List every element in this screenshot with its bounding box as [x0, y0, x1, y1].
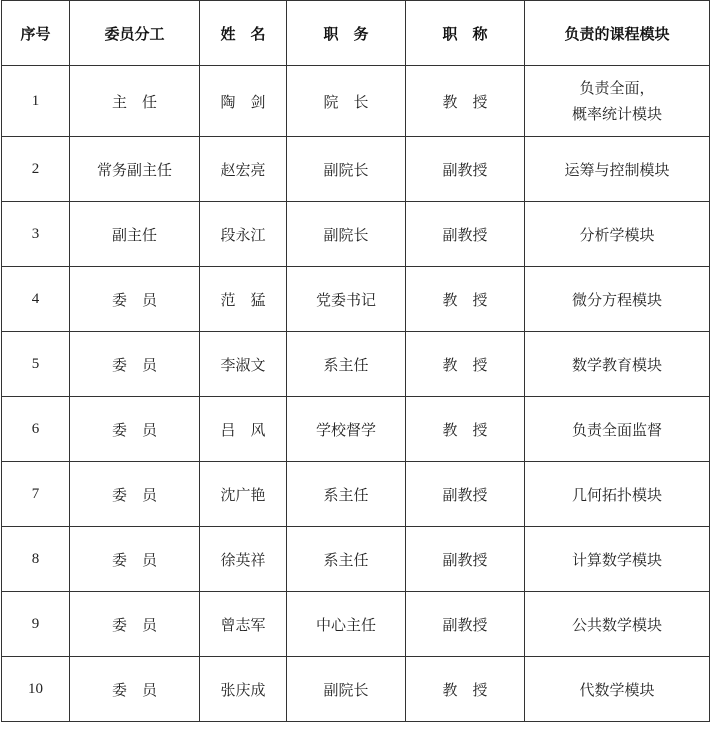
committee-table	[1, 0, 710, 722]
table-row	[2, 657, 710, 722]
table-row	[2, 202, 710, 267]
cell-module	[525, 66, 710, 137]
cell-title: 副教授	[406, 137, 525, 202]
cell-name: 张庆成	[200, 657, 287, 722]
cell-name: 沈广艳	[200, 462, 287, 527]
cell-role: 委 员	[70, 332, 200, 397]
cell-title: 副教授	[406, 462, 525, 527]
table-row	[2, 592, 710, 657]
cell-module: 运筹与控制模块	[525, 137, 710, 202]
cell-position: 党委书记	[287, 267, 406, 332]
cell-module: 微分方程模块	[525, 267, 710, 332]
cell-name: 曾志军	[200, 592, 287, 657]
cell-number: 2	[2, 137, 70, 202]
cell-title: 副教授	[406, 527, 525, 592]
table-row	[2, 66, 710, 137]
header-title: 职 称	[406, 1, 525, 66]
cell-name: 吕 风	[200, 397, 287, 462]
cell-module: 几何拓扑模块	[525, 462, 710, 527]
cell-module: 数学教育模块	[525, 332, 710, 397]
header-name: 姓 名	[200, 1, 287, 66]
cell-role: 委 员	[70, 657, 200, 722]
cell-module: 计算数学模块	[525, 527, 710, 592]
cell-module: 代数学模块	[525, 657, 710, 722]
cell-position: 系主任	[287, 527, 406, 592]
cell-title: 教 授	[406, 332, 525, 397]
cell-title: 副教授	[406, 592, 525, 657]
cell-position: 学校督学	[287, 397, 406, 462]
cell-number: 5	[2, 332, 70, 397]
cell-name: 徐英祥	[200, 527, 287, 592]
cell-role: 委 员	[70, 267, 200, 332]
cell-number: 10	[2, 657, 70, 722]
cell-title: 教 授	[406, 657, 525, 722]
cell-name: 李淑文	[200, 332, 287, 397]
cell-name: 陶 剑	[200, 66, 287, 137]
header-module: 负责的课程模块	[525, 1, 710, 66]
cell-title: 教 授	[406, 66, 525, 137]
table-row	[2, 332, 710, 397]
cell-number: 1	[2, 66, 70, 137]
cell-number: 4	[2, 267, 70, 332]
cell-name: 段永江	[200, 202, 287, 267]
cell-role: 委 员	[70, 527, 200, 592]
cell-role: 委 员	[70, 592, 200, 657]
cell-number: 9	[2, 592, 70, 657]
table-row	[2, 137, 710, 202]
cell-position: 副院长	[287, 202, 406, 267]
cell-title: 副教授	[406, 202, 525, 267]
cell-position: 系主任	[287, 462, 406, 527]
cell-role: 常务副主任	[70, 137, 200, 202]
cell-module: 负责全面监督	[525, 397, 710, 462]
cell-title: 教 授	[406, 267, 525, 332]
table-row	[2, 397, 710, 462]
cell-number: 3	[2, 202, 70, 267]
cell-position: 系主任	[287, 332, 406, 397]
cell-number: 7	[2, 462, 70, 527]
cell-name: 赵宏亮	[200, 137, 287, 202]
cell-role: 副主任	[70, 202, 200, 267]
cell-module: 公共数学模块	[525, 592, 710, 657]
header-number: 序号	[2, 1, 70, 66]
cell-title: 教 授	[406, 397, 525, 462]
cell-number: 6	[2, 397, 70, 462]
cell-role: 委 员	[70, 462, 200, 527]
header-role: 委员分工	[70, 1, 200, 66]
cell-module-line: 负责全面，	[579, 79, 655, 97]
header-row	[2, 1, 710, 66]
cell-position: 副院长	[287, 657, 406, 722]
cell-module: 分析学模块	[525, 202, 710, 267]
cell-position: 院 长	[287, 66, 406, 137]
cell-number: 8	[2, 527, 70, 592]
cell-role: 主 任	[70, 66, 200, 137]
cell-position: 副院长	[287, 137, 406, 202]
header-position: 职 务	[287, 1, 406, 66]
table-row	[2, 527, 710, 592]
cell-name: 范 猛	[200, 267, 287, 332]
table-row	[2, 462, 710, 527]
cell-role: 委 员	[70, 397, 200, 462]
table-row	[2, 267, 710, 332]
cell-module-line: 概率统计模块	[571, 105, 662, 123]
cell-position: 中心主任	[287, 592, 406, 657]
